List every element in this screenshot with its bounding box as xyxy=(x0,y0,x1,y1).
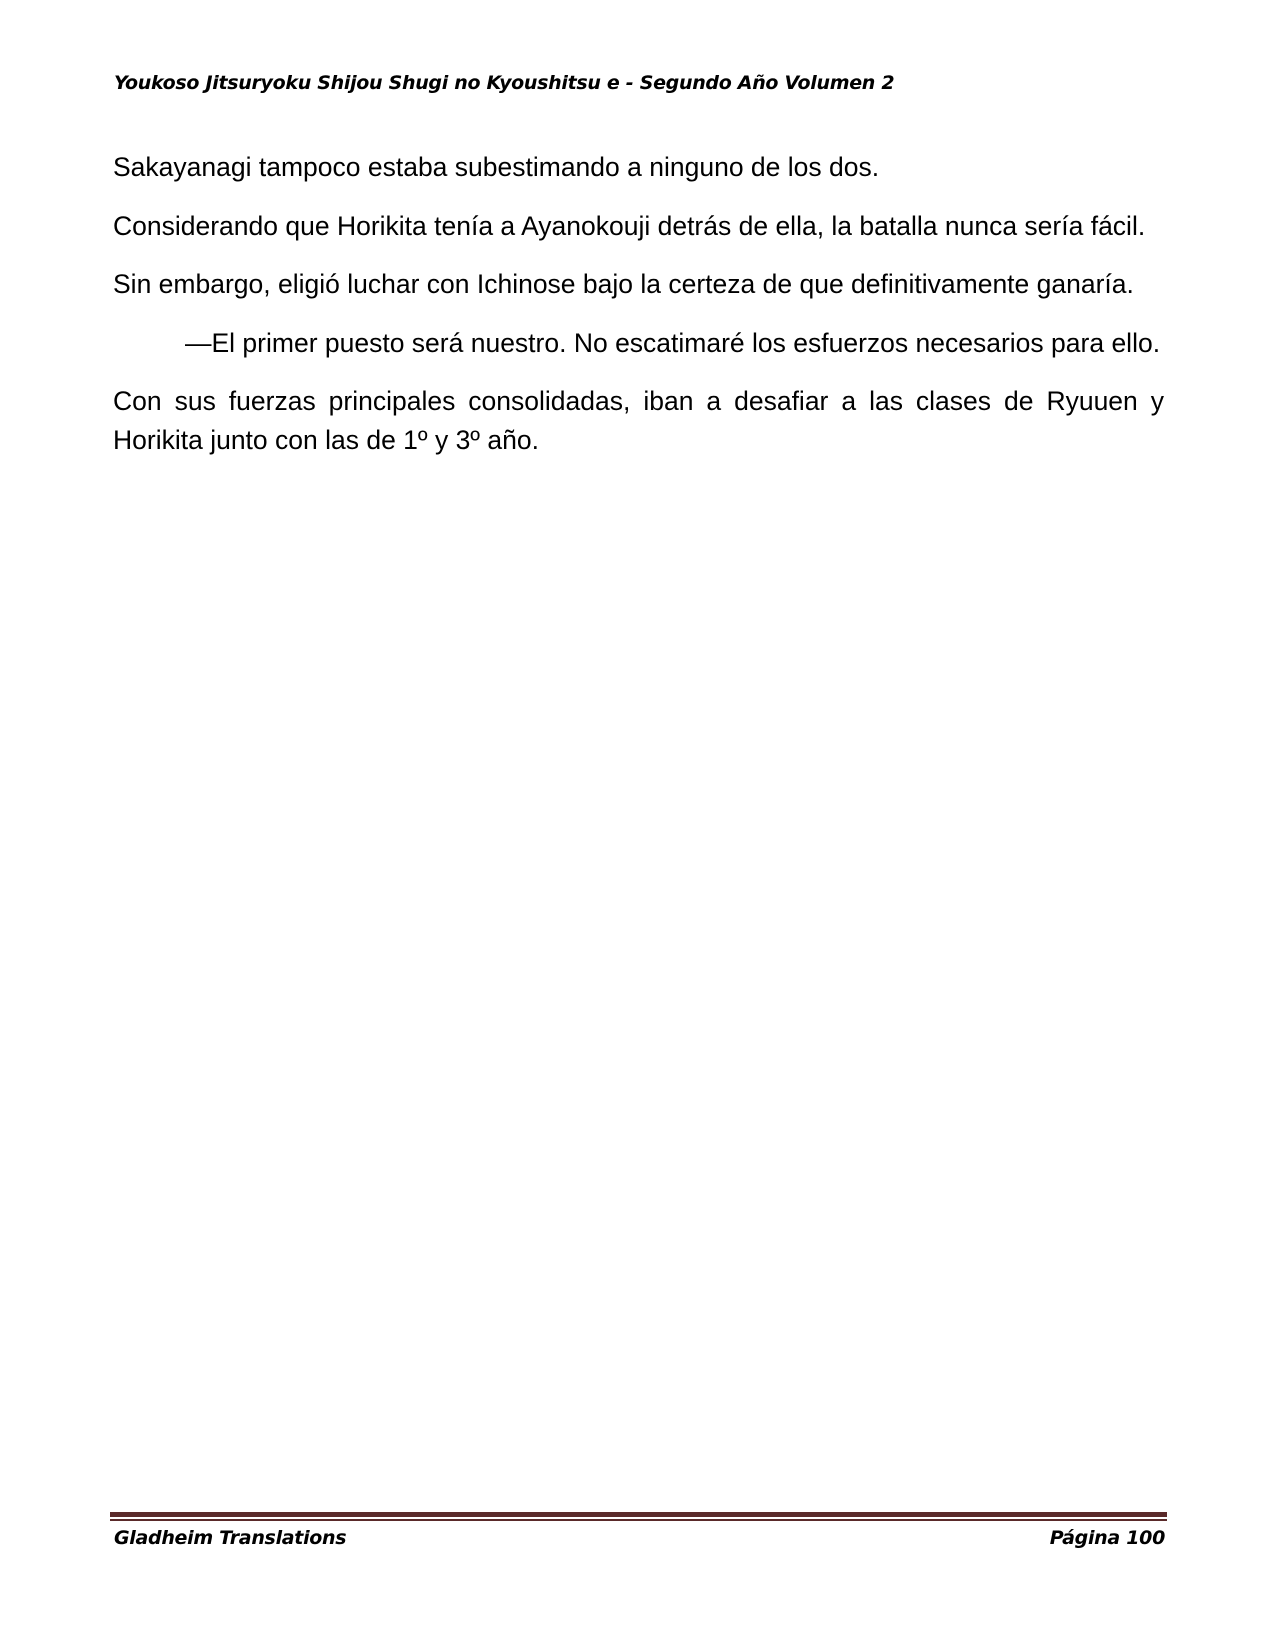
footer-divider xyxy=(110,1512,1167,1521)
paragraph: Considerando que Horikita tenía a Ayanokouji detrás de ella, la batalla nunca sería fácil. xyxy=(113,210,1146,241)
footer-divider-thin xyxy=(110,1519,1167,1521)
paragraph: Sakayanagi tampoco estaba subestimando a ninguno de los dos. xyxy=(113,152,880,182)
paragraph: Sin embargo, eligió luchar con Ichinose bajo la certeza de que definitivamente ganaría. xyxy=(113,269,1134,299)
paragraph: Con sus fuerzas principales consolidadas, iban a desafiar a las clases de Ryuuen y Horikita junto con las de 1º y 3º año. xyxy=(113,386,1164,455)
footer-credit: Gladheim Translations xyxy=(114,1527,347,1549)
page-number: Página 100 xyxy=(1049,1527,1165,1549)
footer-divider-thick xyxy=(110,1512,1167,1517)
dialogue-paragraph: —El primer puesto será nuestro. No escatimaré los esfuerzos necesarios para ello. xyxy=(185,327,1161,358)
body-text xyxy=(113,148,1164,479)
running-header: Youkoso Jitsuryoku Shijou Shugi no Kyoushitsu e - Segundo Año Volumen 2 xyxy=(114,72,895,94)
